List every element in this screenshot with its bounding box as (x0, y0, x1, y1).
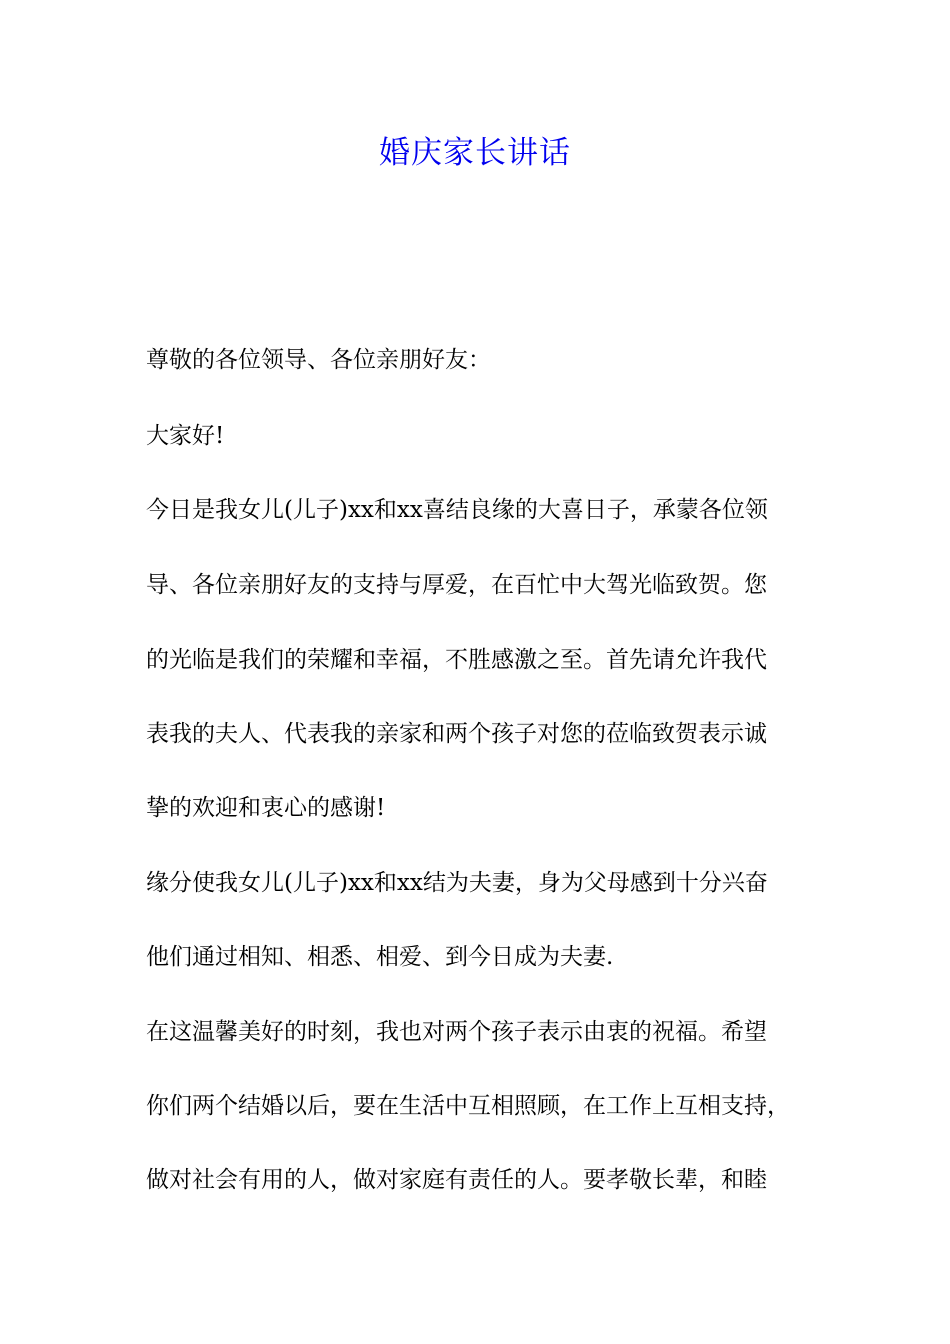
paragraph-line: 你们两个结婚以后，要在生活中互相照顾，在工作上互相支持， (146, 1093, 790, 1119)
document-title: 婚庆家长讲话 (379, 135, 571, 171)
greeting: 大家好! (146, 423, 225, 449)
paragraph-line: 在这温馨美好的时刻，我也对两个孩子表示由衷的祝福。希望 (146, 1019, 767, 1045)
paragraph-line: 做对社会有用的人，做对家庭有责任的人。要孝敬长辈，和睦 (146, 1167, 767, 1193)
paragraph-line: 导、各位亲朋好友的支持与厚爱，在百忙中大驾光临致贺。您 (146, 572, 767, 598)
salutation: 尊敬的各位领导、各位亲朋好友： (146, 347, 491, 373)
paragraph-line: 缘分使我女儿(儿子)xx和xx结为夫妻，身为父母感到十分兴奋 (146, 870, 768, 896)
paragraph-line: 的光临是我们的荣耀和幸福，不胜感激之至。首先请允许我代 (146, 647, 767, 673)
paragraph-line: 表我的夫人、代表我的亲家和两个孩子对您的莅临致贺表示诚 (146, 721, 767, 747)
paragraph-line: 他们通过相知、相悉、相爱、到今日成为夫妻. (146, 944, 614, 970)
paragraph-line: 挚的欢迎和衷心的感谢! (146, 795, 386, 821)
paragraph-line: 今日是我女儿(儿子)xx和xx喜结良缘的大喜日子，承蒙各位领 (146, 497, 768, 523)
